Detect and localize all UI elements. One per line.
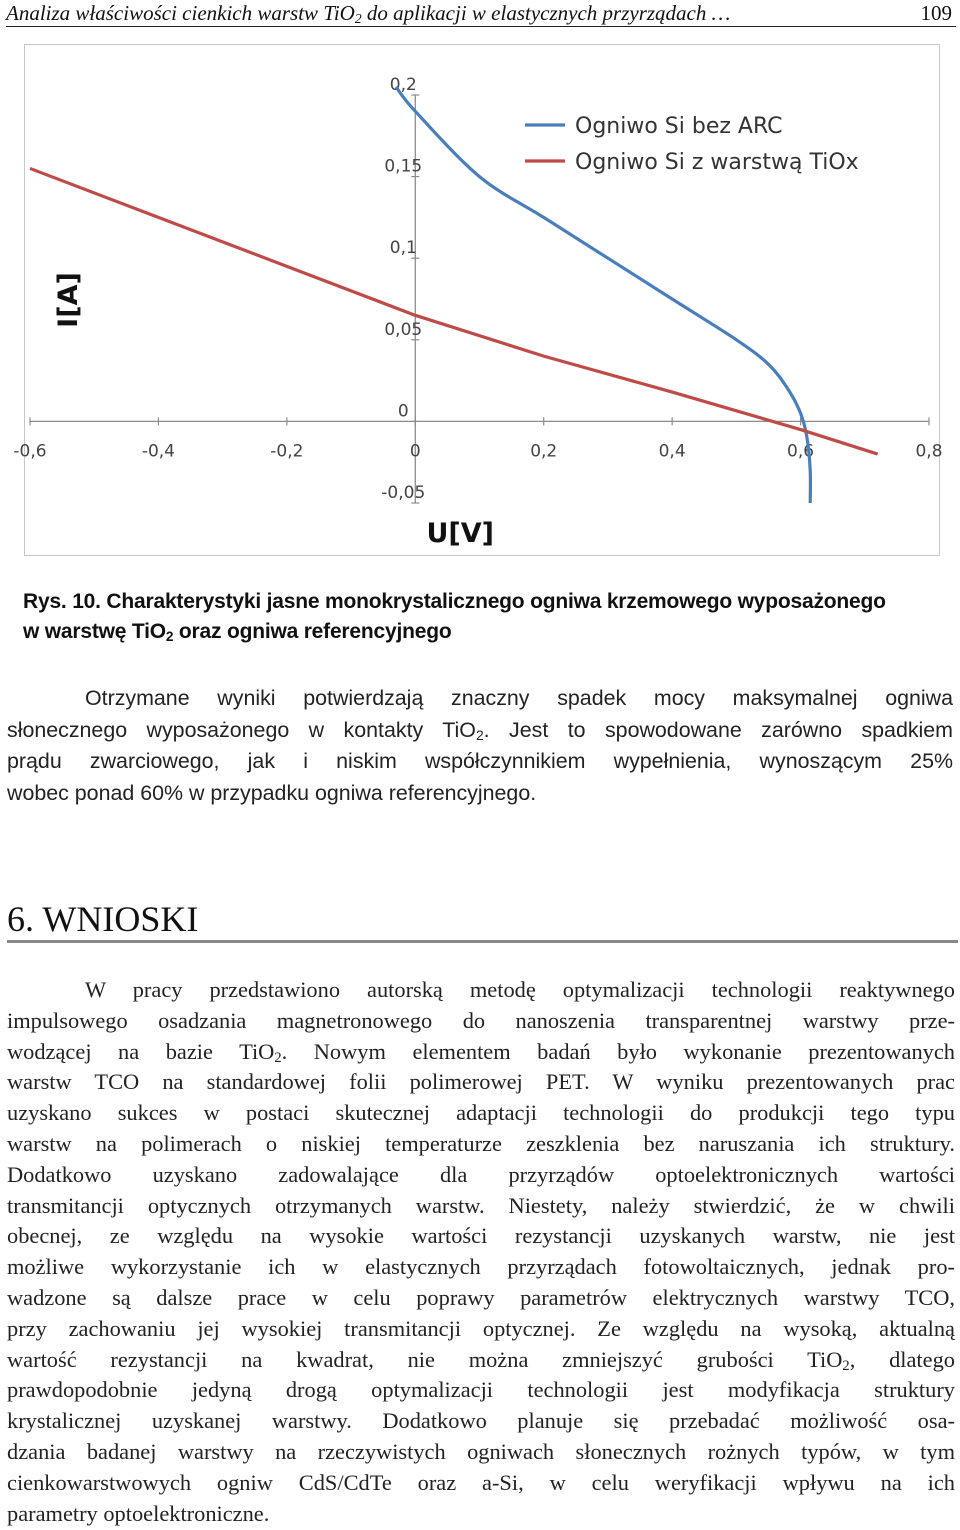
- y-tick-label: 0,1: [389, 238, 417, 259]
- x-tick-label: 0,6: [787, 441, 815, 462]
- paragraph-line: warstw TCO na standardowej folii polimerowej PET. W wyniku prezentowanych prac: [7, 1069, 955, 1095]
- paragraph-line: prądu zwarciowego, jak i niskim współczynnikiem wypełnienia, wynoszącym 25%: [7, 749, 953, 773]
- paragraph-line: przy zachowaniu jej wysokiej transmitancji optycznej. Ze względu na wysoką, aktualną: [7, 1315, 955, 1341]
- paragraph-line: warstw na polimerach o niskiej temperaturze zeszklenia bez naruszania ich struktury.: [7, 1130, 955, 1156]
- running-header: [6, 0, 956, 27]
- paragraph-results: [7, 683, 953, 809]
- x-axis-title: U[V]: [426, 518, 494, 549]
- paragraph-line: słonecznego wyposażonego w kontakty TiO$_2$. Jest to spowodowane zarówno spadkiem: [7, 717, 954, 743]
- y-axis-title: I[A]: [53, 272, 84, 328]
- paragraph-conclusions: [7, 975, 955, 1529]
- y-tick-label: 0: [397, 401, 409, 422]
- paragraph-line: Dodatkowo uzyskano zadowalające dla przyrządów optoelektronicznych wartości: [7, 1161, 955, 1187]
- x-tick-label: 0,2: [530, 441, 558, 462]
- paragraph-line: dzania badanej warstwy na rzeczywistych ogniwach słonecznych rożnych typów, w tym: [7, 1438, 955, 1464]
- section-heading: [7, 898, 958, 943]
- x-tick-label: 0: [409, 441, 421, 462]
- x-tick-label: 0,8: [915, 441, 943, 462]
- legend-label: Ogniwo Si bez ARC: [575, 114, 783, 139]
- series-line-2: [30, 168, 878, 454]
- figure-caption: [23, 587, 938, 647]
- paragraph-line: Otrzymane wyniki potwierdzają znaczny spadek mocy maksymalnej ogniwa: [85, 686, 953, 710]
- paragraph-line: parametry optoelektroniczne.: [7, 1500, 270, 1526]
- x-tick-label: -0,6: [13, 441, 47, 462]
- figure-iv-chart: [13, 44, 943, 556]
- caption-line-1: Rys. 10. Charakterystyki jasne monokrystalicznego ogniwa krzemowego wyposażonego: [23, 590, 886, 613]
- y-tick-label: 0,05: [384, 319, 423, 340]
- paragraph-line: wobec ponad 60% w przypadku ogniwa referencyjnego.: [7, 780, 537, 805]
- paragraph-line: obecnej, ze względu na wysokie wartości rezystancji uzyskanych warstw, nie jest: [7, 1223, 955, 1249]
- paragraph-line: transmitancji optycznych otrzymanych warstw. Niestety, należy stwierdzić, że w chwili: [7, 1192, 955, 1218]
- page-number: 109: [920, 1, 952, 25]
- y-tick-label: 0,15: [384, 156, 423, 177]
- paragraph-line: prawdopodobnie jedyną drogą optymalizacji technologii jest modyfikacja struktury: [7, 1377, 955, 1403]
- x-tick-label: -0,4: [141, 441, 176, 462]
- x-tick-label: 0,4: [658, 441, 686, 462]
- y-tick-label: -0,05: [381, 483, 426, 503]
- paragraph-line: wartość rezystancji na kwadrat, nie można zmniejszyć grubości TiO$_2$, dlatego: [7, 1346, 955, 1374]
- paragraph-line: krystalicznej uzyskanej warstwy. Dodatkowo planuje się przebadać możliwość osa-: [7, 1408, 955, 1434]
- iv-chart-svg: [13, 45, 943, 555]
- paragraph-line: możliwe wykorzystanie ich w elastycznych przyrządach fotowoltaicznych, jednak pro-: [7, 1254, 955, 1280]
- paragraph-line: wodzącej na bazie TiO$_2$. Nowym elementem badań było wykonanie prezentowanych: [7, 1038, 955, 1066]
- paragraph-line: wadzone są dalsze prace w celu poprawy parametrów elektrycznych warstwy TCO,: [7, 1284, 955, 1310]
- x-tick-label: -0,2: [270, 441, 304, 462]
- section-title: 6. WNIOSKI: [7, 899, 199, 939]
- y-tick-label: 0,2: [389, 75, 417, 95]
- paragraph-line: W pracy przedstawiono autorską metodę optymalizacji technologii reaktywnego: [85, 977, 955, 1002]
- caption-line-2: w warstwę TiO$_2$ oraz ogniwa referencyjnego: [23, 620, 452, 644]
- legend-label: Ogniwo Si z warstwą TiOx: [575, 150, 859, 175]
- paragraph-line: uzyskano sukces w postaci skutecznej adaptacji technologii do produkcji tego typu: [7, 1100, 955, 1126]
- paragraph-line: impulsowego osadzania magnetronowego do nanoszenia transparentnej warstwy prze-: [7, 1007, 955, 1033]
- running-title: Analiza właściwości cienkich warstw TiO$_2$ do aplikacji w elastycznych przyrządach …: [6, 1, 731, 26]
- paragraph-line: cienkowarstwowych ogniw CdS/CdTe oraz a-Si, w celu weryfikacji wpływu na ich: [7, 1469, 955, 1495]
